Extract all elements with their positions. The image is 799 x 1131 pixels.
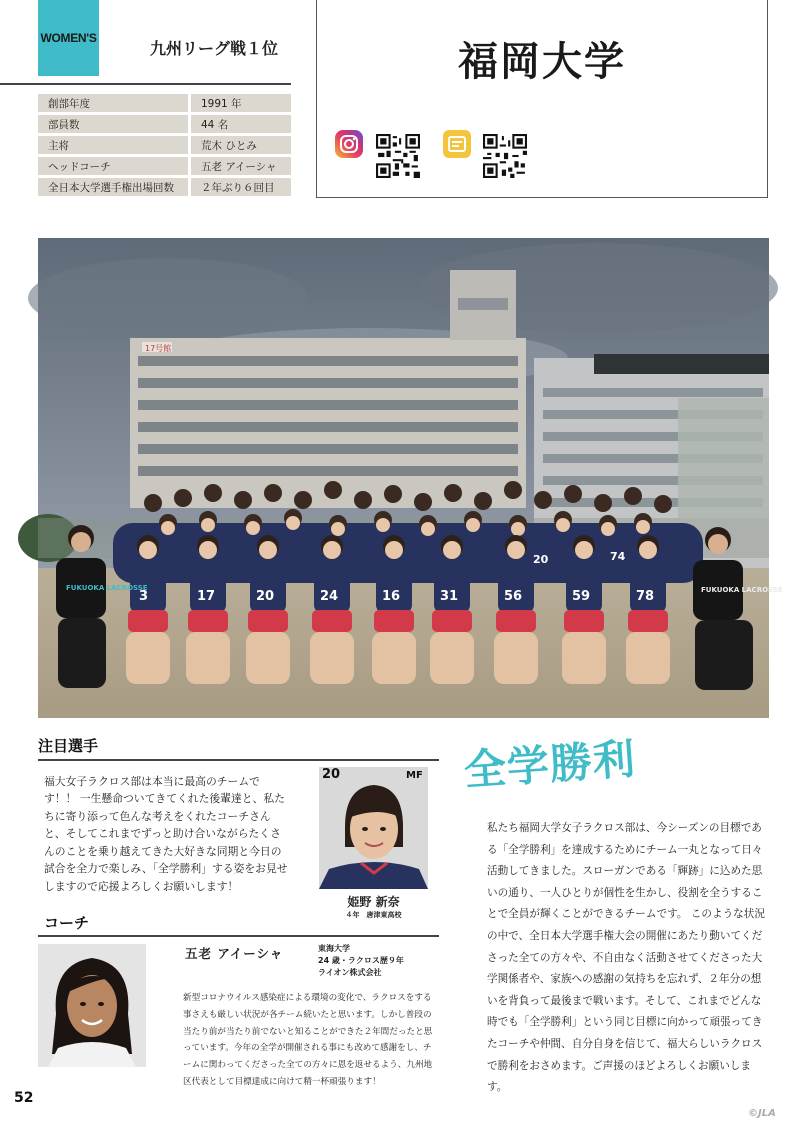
info-row <box>38 136 291 154</box>
info-row <box>38 115 291 133</box>
website-qr-code[interactable] <box>483 134 527 178</box>
instagram-icon[interactable] <box>335 130 363 158</box>
coach-photo <box>38 944 146 1067</box>
jersey-number: 20 <box>256 589 275 604</box>
info-value: 荒木 ひとみ <box>191 136 291 154</box>
coach-company: ライオン株式会社 <box>318 968 382 977</box>
featured-player-number: 20 <box>322 767 341 782</box>
coach-rule <box>38 935 439 937</box>
coach-career: 24 歳・ラクロス歴９年 <box>318 956 404 965</box>
jersey-number: 56 <box>504 589 523 604</box>
jersey-number: 17 <box>197 589 216 604</box>
featured-player-text: 福大女子ラクロス部は本当に最高のチームです！！ 一生懸命ついてきてくれた後輩達と、私たちに寄り添って色んな考えをくれたコーチさんと、そしてこれまでずっと助け合いながらたくさんのことを乗り越えてきた大好きな同期と今日の試合を全力で楽しみ、「全学勝利」する姿をお見せしますので応援よろしくお願いします！ <box>44 775 288 893</box>
featured-player-position: MF <box>406 770 423 781</box>
team-info-table <box>38 91 291 199</box>
info-key: ヘッドコーチ <box>38 157 191 175</box>
jersey-number: 74 <box>610 550 626 563</box>
info-row <box>38 94 291 112</box>
info-key: 創部年度 <box>38 94 191 112</box>
jersey-number: 78 <box>636 589 655 604</box>
info-key: 主将 <box>38 136 191 154</box>
info-value: ２年ぶり６回目 <box>191 178 291 196</box>
jersey-number: 59 <box>572 589 591 604</box>
jersey-number: 31 <box>440 589 459 604</box>
info-value: 五老 アイーシャ <box>191 157 291 175</box>
coach-details <box>318 943 404 979</box>
coach-title: コーチ <box>44 914 90 932</box>
jersey-number: 3 <box>139 589 149 604</box>
team-photo-illustration <box>38 238 783 718</box>
coach-university: 東海大学 <box>318 944 350 953</box>
coach-name: 五老 アイーシャ <box>185 946 284 961</box>
team-slogan: 全学勝利 <box>462 734 638 796</box>
building-sign: 17号館 <box>145 344 172 353</box>
info-row <box>38 157 291 175</box>
header-rule <box>0 83 291 85</box>
team-photo <box>38 238 783 718</box>
instagram-qr-code[interactable] <box>376 134 420 178</box>
featured-player-name: 姫野 新奈 <box>347 895 400 909</box>
jersey-number: 16 <box>382 589 401 604</box>
featured-rule <box>38 759 439 761</box>
university-name: 福岡大学 <box>458 39 626 85</box>
shirt-text: FUKUOKA LACROSSE <box>701 586 783 594</box>
info-key: 全日本大学選手権出場回数 <box>38 178 191 196</box>
copyright: ©JLA <box>748 1108 776 1119</box>
featured-player-photo <box>319 767 428 889</box>
page-number: 52 <box>14 1090 34 1106</box>
info-value: 44 名 <box>191 115 291 133</box>
info-value: 1991 年 <box>191 94 291 112</box>
featured-player-title: 注目選手 <box>38 737 99 755</box>
info-row <box>38 178 291 196</box>
team-message: 私たち福岡大学女子ラクロス部は、今シーズンの目標である「全学勝利」を達成するためにチーム一丸となって日々活動してきました。スローガンである「輝跡」に込めた思いの通り、一人ひとりが個性を生かし、役割を全うすることで全員が輝くことができるチームです。 このような状況の中で、全日本大学選手権大会の開催にあたり動いてくださった全ての方々や、不自由なく活動させてくださった大学関係者や、家族への感謝の気持ちを忘れず、２年分の想いを背負って最後まで戦います。そして、これまでどんな時でも「全学勝利」という同じ目標に向かって頑張ってきたコーチや仲間、自分自身を信じて、福大らしいラクロスで勝利をおさめます。ご声援のほどよろしくお願いします。 <box>487 822 765 1094</box>
featured-player-school: ４年 唐津東高校 <box>345 911 402 919</box>
jersey-number: 24 <box>320 589 339 604</box>
jersey-number: 20 <box>533 553 549 566</box>
league-result: 九州リーグ戦１位 <box>150 39 279 58</box>
note-icon[interactable] <box>443 130 471 158</box>
info-key: 部員数 <box>38 115 191 133</box>
shirt-text: FUKUOKA LACROSSE <box>66 584 148 592</box>
coach-message: 新型コロナウイルス感染症による環境の変化で、ラクロスをする事さえも厳しい状況が各チーム続いたと思います。しかし普段の当たり前が当たり前でないと知ることができた２年間だったと思っています。今年の全学が開催される事にも改めて感謝をし、チームに関わってくださった全ての方々に恩を返せるよう、九州地区代表として目標達成に向けて精一杯頑張ります！ <box>183 993 433 1087</box>
womens-badge: WOMEN'S <box>38 0 99 76</box>
